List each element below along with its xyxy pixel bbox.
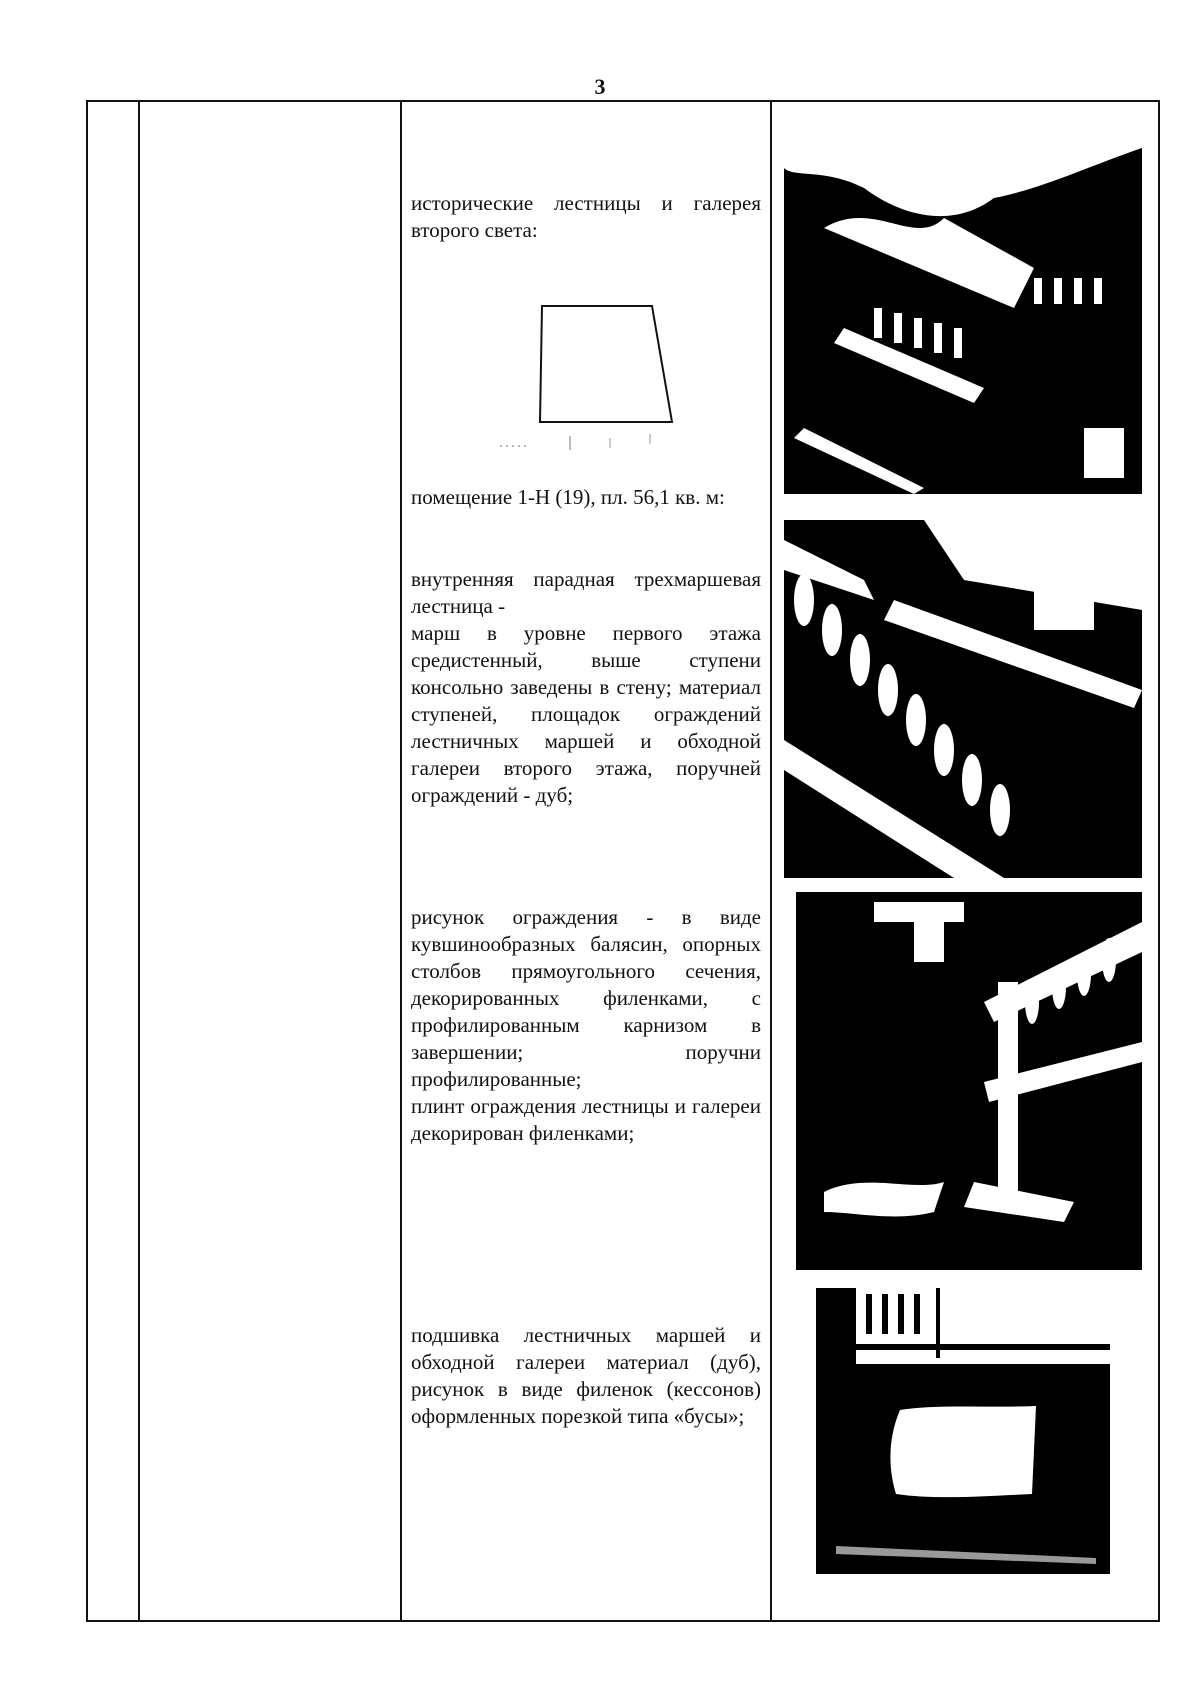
column-divider-1 bbox=[138, 100, 140, 1622]
floor-plan-sketch bbox=[500, 298, 700, 458]
description-text: плинт ограждения лестницы и галереи декорирован филенками; bbox=[411, 1094, 761, 1145]
table-border-bottom bbox=[86, 1620, 1160, 1622]
description-text: внутренняя парадная трехмаршевая лестница - bbox=[411, 567, 761, 618]
photo-staircase-gallery bbox=[784, 128, 1142, 494]
description-text: марш в уровне первого этажа средистенный, выше ступени консольно заведены в стену; материал ступеней, площадок ограждений лестничных маршей и обходной галереи второго этажа, поручней ограждений - дуб; bbox=[411, 621, 761, 807]
column-divider-3 bbox=[770, 100, 772, 1622]
description-block bbox=[411, 904, 761, 1147]
description-block bbox=[411, 190, 761, 244]
description-text: помещение 1-Н (19), пл. 56,1 кв. м: bbox=[411, 485, 725, 509]
photo-balustrade bbox=[784, 520, 1142, 878]
table-border-right bbox=[1158, 100, 1160, 1622]
description-text: рисунок ограждения - в виде кувшинообразных балясин, опорных столбов прямоугольного сечения, декорированных филенками, с профилированным карнизом в завершении; поручни профилированные; bbox=[411, 905, 761, 1091]
photo-newel-post bbox=[784, 892, 1142, 1270]
column-divider-2 bbox=[400, 100, 402, 1622]
table-border-top bbox=[86, 100, 1160, 102]
description-block bbox=[411, 484, 761, 511]
description-text: подшивка лестничных маршей и обходной галереи материал (дуб), рисунок в виде филенок (кессонов) оформленных порезкой типа «бусы»; bbox=[411, 1323, 761, 1428]
description-block bbox=[411, 566, 761, 809]
table-border-left bbox=[86, 100, 88, 1622]
description-block bbox=[411, 1322, 761, 1430]
page-number: 3 bbox=[594, 74, 606, 99]
description-text: исторические лестницы и галерея второго света: bbox=[411, 191, 761, 242]
photo-coffered-soffit bbox=[816, 1288, 1110, 1574]
